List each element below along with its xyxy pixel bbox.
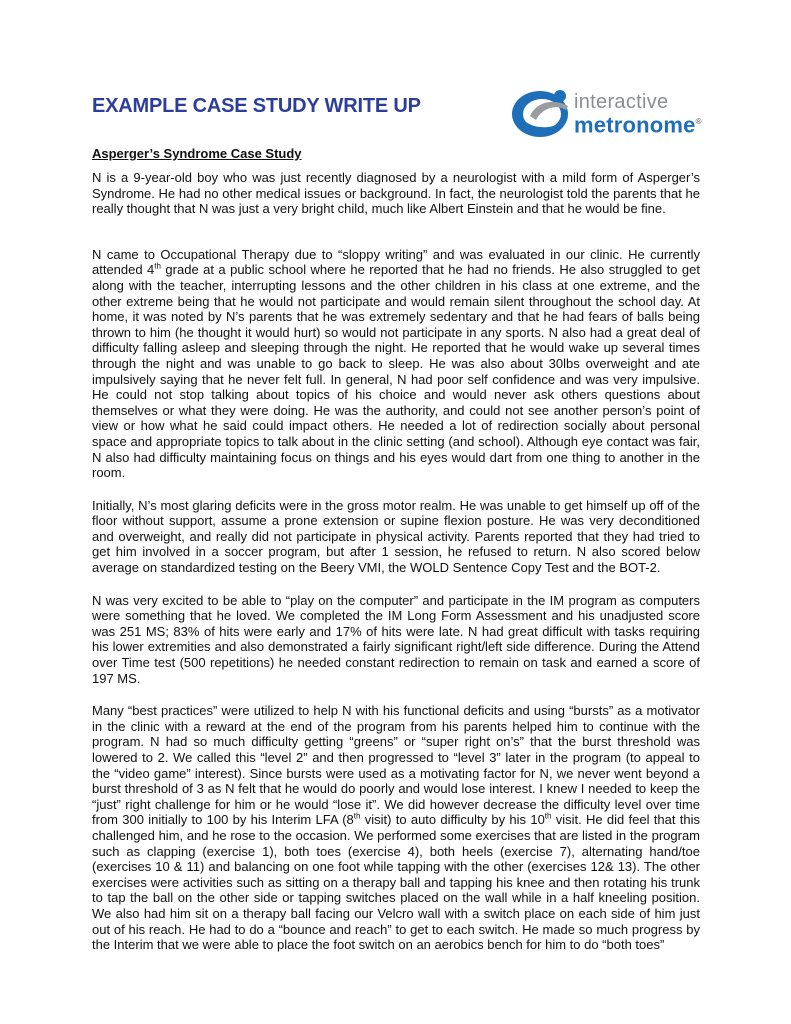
paragraph-assessment: N was very excited to be able to “play on the computer” and participate in the IM program as computers were something that he loved. We completed the IM Long Form Assessment and his unadjusted score was 251 MS; 83% of hits were early and 17% of hits were late. N had great difficult with tasks requiring his lower extremities and also demonstrated a fairly significant right/left side difference. During the Attend over Time test (500 repetitions) he needed constant redirection to remain on task and earned a score of 197 MS. [92,592,700,686]
case-study-heading: Asperger’s Syndrome Case Study [92,146,302,161]
paragraph-practices-part3: visit. He did feel that this challenged him, and he rose to the occasion. We performed some exercises that are listed in the program such as clapping (exercise 1), both toes (exercise 4), both heels (exercise 7), alternating hand/toe (exercises 10 & 11) and balancing on one foot while tapping with the other (exercises 12& 13). The other exercises were activities such as sitting on a therapy ball and tapping his knee and then rotating his trunk to tap the ball on the other side or tapping switches placed on the wall while in a half kneeling position. We also had him sit on a therapy ball facing our Velcro wall with a switch place on each side of him just out of his reach. He had to do a “bounce and reach” to get to each switch. He made so much progress by the Interim that we were able to place the foot switch on an aerobics bench for him to do “both toes” [92,812,700,953]
interactive-metronome-logo [510,86,706,140]
paragraph-practices-part2: visit) to auto difficulty by his 10 [360,812,545,828]
paragraph-practices [92,703,700,953]
document-body [92,170,700,970]
logo-line-metronome [574,112,706,138]
ordinal-suffix: th [544,812,552,822]
ordinal-suffix: th [353,812,361,822]
paragraph-background-part1: N came to Occupational Therapy due to “sloppy writing” and was evaluated in our clinic. He currently attended 4 [92,246,700,278]
metronome-logo-icon [510,86,576,140]
paragraph-practices-part1: Many “best practices” were utilized to help N with his functional deficits and using “bursts” as a motivator in the clinic with a reward at the end of the program from his parents helped him to continue with the program. N had so much difficulty getting “greens” or “super right on’s” that the burst threshold was lowered to 2. We called this “level 2” and then progressed to “level 3” later in the program (to appeal to the “video game” interest). Since bursts were used as a motivating factor for N, we never went beyond a burst threshold of 3 as N felt that he would do poorly and would lose interest. I knew I needed to keep the “just” right challenge for him or he would “lose it”. We did however decrease the difficulty level over time from 300 initially to 100 by his Interim LFA (8 [92,703,700,828]
paragraph-deficits: Initially, N’s most glaring deficits were in the gross motor realm. He was unable to get himself up off of the floor without support, assume a prone extension or supine flexion posture. He was very deconditioned and overweight, and really did not participate in physical activity. Parents reported that they had tried to get him involved in a soccer program, but after 1 session, he refused to return. N also scored below average on standardized testing on the Beery VMI, the WOLD Sentence Copy Test and the BOT-2. [92,497,700,576]
ordinal-suffix: th [154,262,161,272]
document-title: EXAMPLE CASE STUDY WRITE UP [92,95,421,117]
registered-mark: ® [695,117,702,126]
paragraph-background [92,247,700,481]
paragraph-intro: N is a 9-year-old boy who was just recently diagnosed by a neurologist with a mild form of Asperger’s Syndrome. He had no other medical issues or background. In fact, the neurologist told the parents that he really thought that N was just a very bright child, much like Albert Einstein and that he would be fine. [92,170,700,217]
logo-metronome-text: metronome [574,112,696,138]
logo-line-interactive: interactive [574,91,669,113]
paragraph-background-part2: grade at a public school where he reported that he had no friends. He also struggled to get along with the teacher, interrupting lessons and the other children in his class at one extreme, and the other extreme being that he would not participate and would remain silent throughout the school day. At home, it was noted by N’s parents that he was extremely sedentary and that he had fears of balls being thrown to him (he thought it would hurt) so would not participate in any sports. N also had a great deal of difficulty falling asleep and sleeping through the night. He reported that he would wake up several times through the night and was unable to go back to sleep. He was also about 30lbs overweight and ate impulsively saying that he never felt full. In general, N had poor self confidence and was very impulsive. He could not stop talking about topics of his choice and would never ask others questions about themselves or what they were doing. He was the authority, and could not see another person’s point of view or how what he said could impact others. He needed a lot of redirection socially about personal space and appropriate topics to talk about in the clinic setting (and school). Although eye contact was fair, N also had difficulty maintaining focus on things and his eyes would dart from one thing to another in the room. [92,262,701,481]
logo-wordmark [574,91,706,138]
